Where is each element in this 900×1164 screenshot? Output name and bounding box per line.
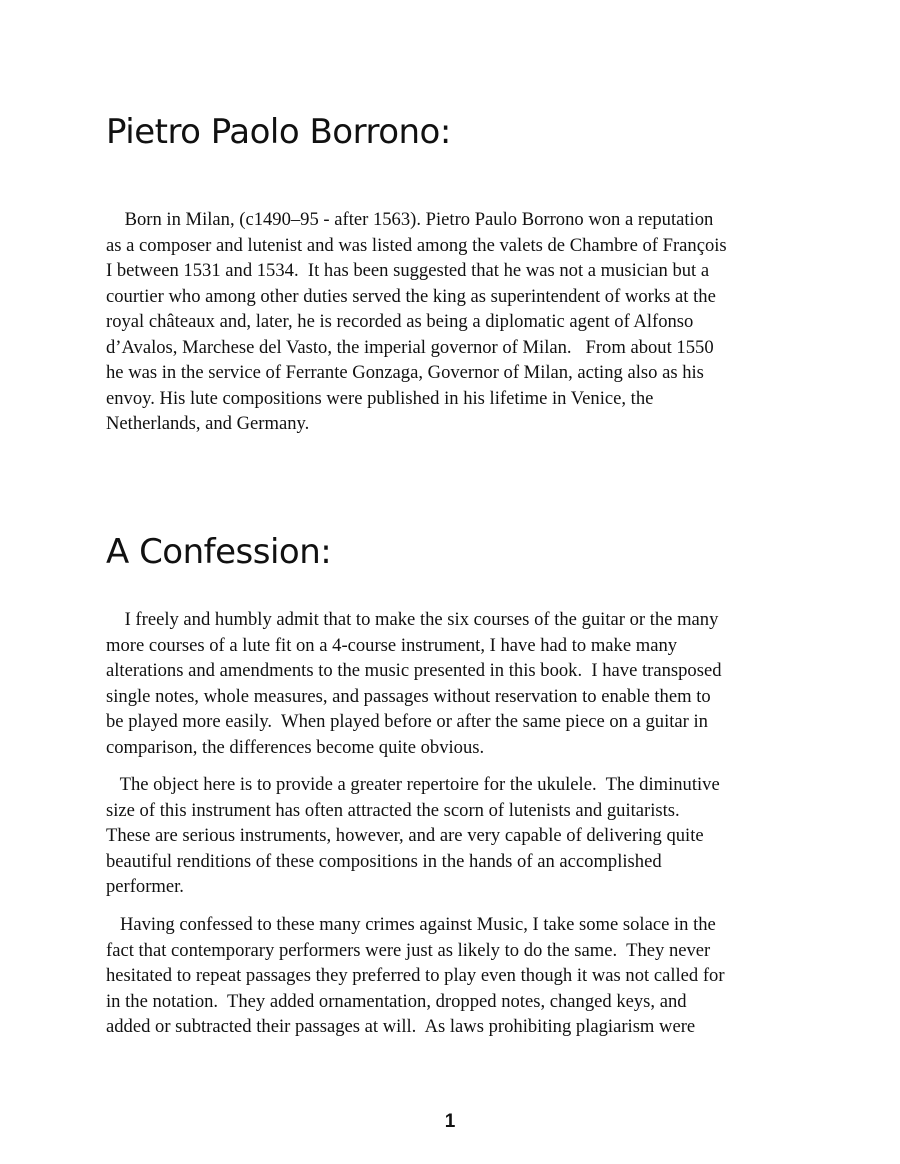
text-line: in the notation. They added ornamentation, dropped notes, changed keys, and [106,990,687,1012]
text-line: performer. [106,876,184,897]
text-line: envoy. His lute compositions were published in his lifetime in Venice, the [106,387,654,409]
text-line: Netherlands, and Germany. [106,413,310,434]
section-title-confession: A Confession: [106,532,332,572]
confession-paragraph [106,912,806,1040]
confession-paragraph [106,772,806,900]
text-line: These are serious instruments, however, and are very capable of delivering quite [106,825,704,846]
text-line: he was in the service of Ferrante Gonzaga, Governor of Milan, acting also as his [106,362,704,383]
text-line: comparison, the differences become quite obvious. [106,736,485,758]
text-line: more courses of a lute fit on a 4-course instrument, I have had to make many [106,634,678,656]
text-line: Having confessed to these many crimes against Music, I take some solace in the [106,914,716,935]
text-line: added or subtracted their passages at will. As laws prohibiting plagiarism were [106,1016,696,1037]
text-line: d’Avalos, Marchese del Vasto, the imperial governor of Milan. From about 1550 [106,336,714,358]
text-line: fact that contemporary performers were just as likely to do the same. They never [106,939,711,961]
text-line: Born in Milan, (c1490–95 - after 1563). Pietro Paulo Borrono won a reputation [106,209,714,230]
page-number: 1 [444,1111,456,1132]
text-line: I freely and humbly admit that to make the six courses of the guitar or the many [106,609,719,630]
biography-paragraph [106,207,806,437]
text-line: The object here is to provide a greater repertoire for the ukulele. The diminutive [106,774,720,795]
text-line: as a composer and lutenist and was listed among the valets de Chambre of François [106,234,727,256]
text-line: beautiful renditions of these compositions in the hands of an accomplished [106,850,662,872]
section-title-borrono: Pietro Paolo Borrono: [106,112,451,152]
text-line: alterations and amendments to the music presented in this book. I have transposed [106,660,722,681]
text-line: be played more easily. When played before or after the same piece on a guitar in [106,711,708,732]
text-line: hesitated to repeat passages they preferred to play even though it was not called for [106,965,725,986]
text-line: courtier who among other duties served the king as superintendent of works at the [106,285,716,307]
text-line: royal châteaux and, later, he is recorded as being a diplomatic agent of Alfonso [106,311,694,332]
text-line: size of this instrument has often attracted the scorn of lutenists and guitarists. [106,799,680,821]
text-line: single notes, whole measures, and passages without reservation to enable them to [106,685,711,707]
confession-paragraph [106,607,806,760]
text-line: I between 1531 and 1534. It has been suggested that he was not a musician but a [106,260,710,281]
